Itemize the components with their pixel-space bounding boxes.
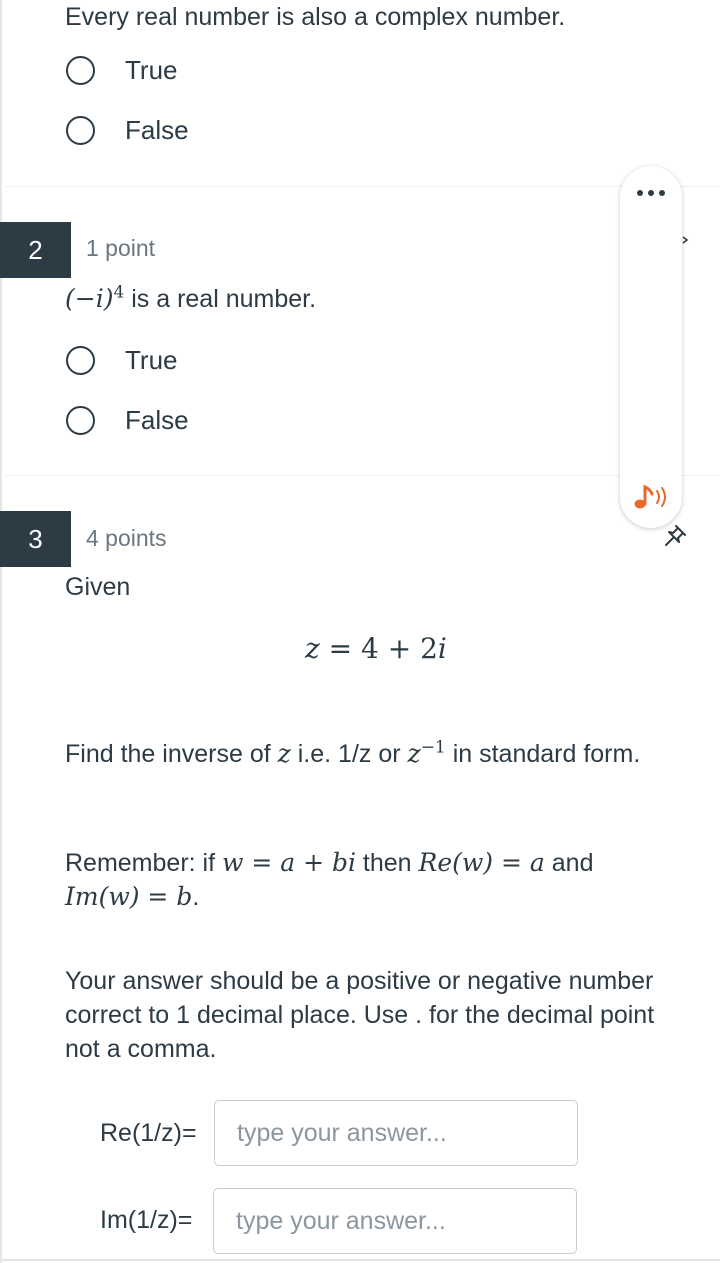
math-imag: i <box>437 632 447 665</box>
question-3-given: Given <box>65 573 131 601</box>
option-label: True <box>125 54 178 85</box>
audio-speaker-icon[interactable] <box>632 482 670 512</box>
radio-button[interactable] <box>66 56 95 85</box>
question-number-badge: 3 <box>0 511 71 567</box>
im-answer-label: Im(1/z)= <box>100 1206 193 1234</box>
instructions-text: Your answer should be a positive or negative number correct to 1 decimal place. Use . for the decimal point not a comma. <box>65 967 655 1063</box>
radio-button[interactable] <box>66 406 95 435</box>
option-label: False <box>125 404 189 435</box>
math-expression: Re(w) = a <box>418 848 545 877</box>
text-segment: and <box>544 849 594 877</box>
floating-toolbar <box>620 166 682 528</box>
pin-icon[interactable] <box>661 522 689 550</box>
q1-option-true[interactable] <box>66 52 178 88</box>
question-text-suffix: is a real number. <box>124 285 317 313</box>
find-inverse-text <box>65 737 665 771</box>
question-number-badge: 2 <box>0 222 71 278</box>
re-answer-label: Re(1/z)= <box>100 1119 197 1147</box>
chevron-right-icon <box>680 234 690 246</box>
math-var: z <box>305 632 320 665</box>
text-segment: in standard form. <box>445 740 641 768</box>
text-segment: . <box>192 883 200 911</box>
math-var: z <box>277 739 291 768</box>
math-expression: Im(w) = b <box>65 882 193 911</box>
q1-option-false[interactable] <box>66 112 189 148</box>
question-separator <box>4 475 720 476</box>
question-2-text <box>65 282 316 316</box>
question-points: 4 points <box>86 525 167 551</box>
remember-text <box>65 846 665 914</box>
math-rest: = 4 + 2 <box>319 632 438 665</box>
more-horizontal-icon[interactable] <box>631 180 671 206</box>
im-answer-input[interactable] <box>213 1188 577 1254</box>
radio-button[interactable] <box>66 346 95 375</box>
math-var: z <box>407 739 421 768</box>
question-points: 1 point <box>86 235 156 261</box>
radio-button[interactable] <box>66 116 95 145</box>
re-answer-input[interactable] <box>214 1100 578 1166</box>
bottom-border <box>0 1259 720 1261</box>
left-border <box>0 0 2 1263</box>
text-segment: then <box>355 849 419 877</box>
math-exponent: 4 <box>113 282 125 303</box>
question-separator <box>4 186 720 187</box>
math-expression: (−i) <box>65 284 114 313</box>
equation <box>305 632 447 666</box>
option-label: False <box>125 114 189 145</box>
q2-option-false[interactable] <box>66 402 189 438</box>
question-1-text: Every real number is also a complex number. <box>65 3 566 31</box>
math-exponent: −1 <box>420 737 446 758</box>
text-segment: Find the inverse of <box>65 740 278 768</box>
math-expression: w = a + bi <box>221 848 356 877</box>
option-label: True <box>125 344 178 375</box>
text-segment: Remember: if <box>65 849 222 877</box>
q2-option-true[interactable] <box>66 342 178 378</box>
text-segment: i.e. 1/z or <box>290 740 408 768</box>
